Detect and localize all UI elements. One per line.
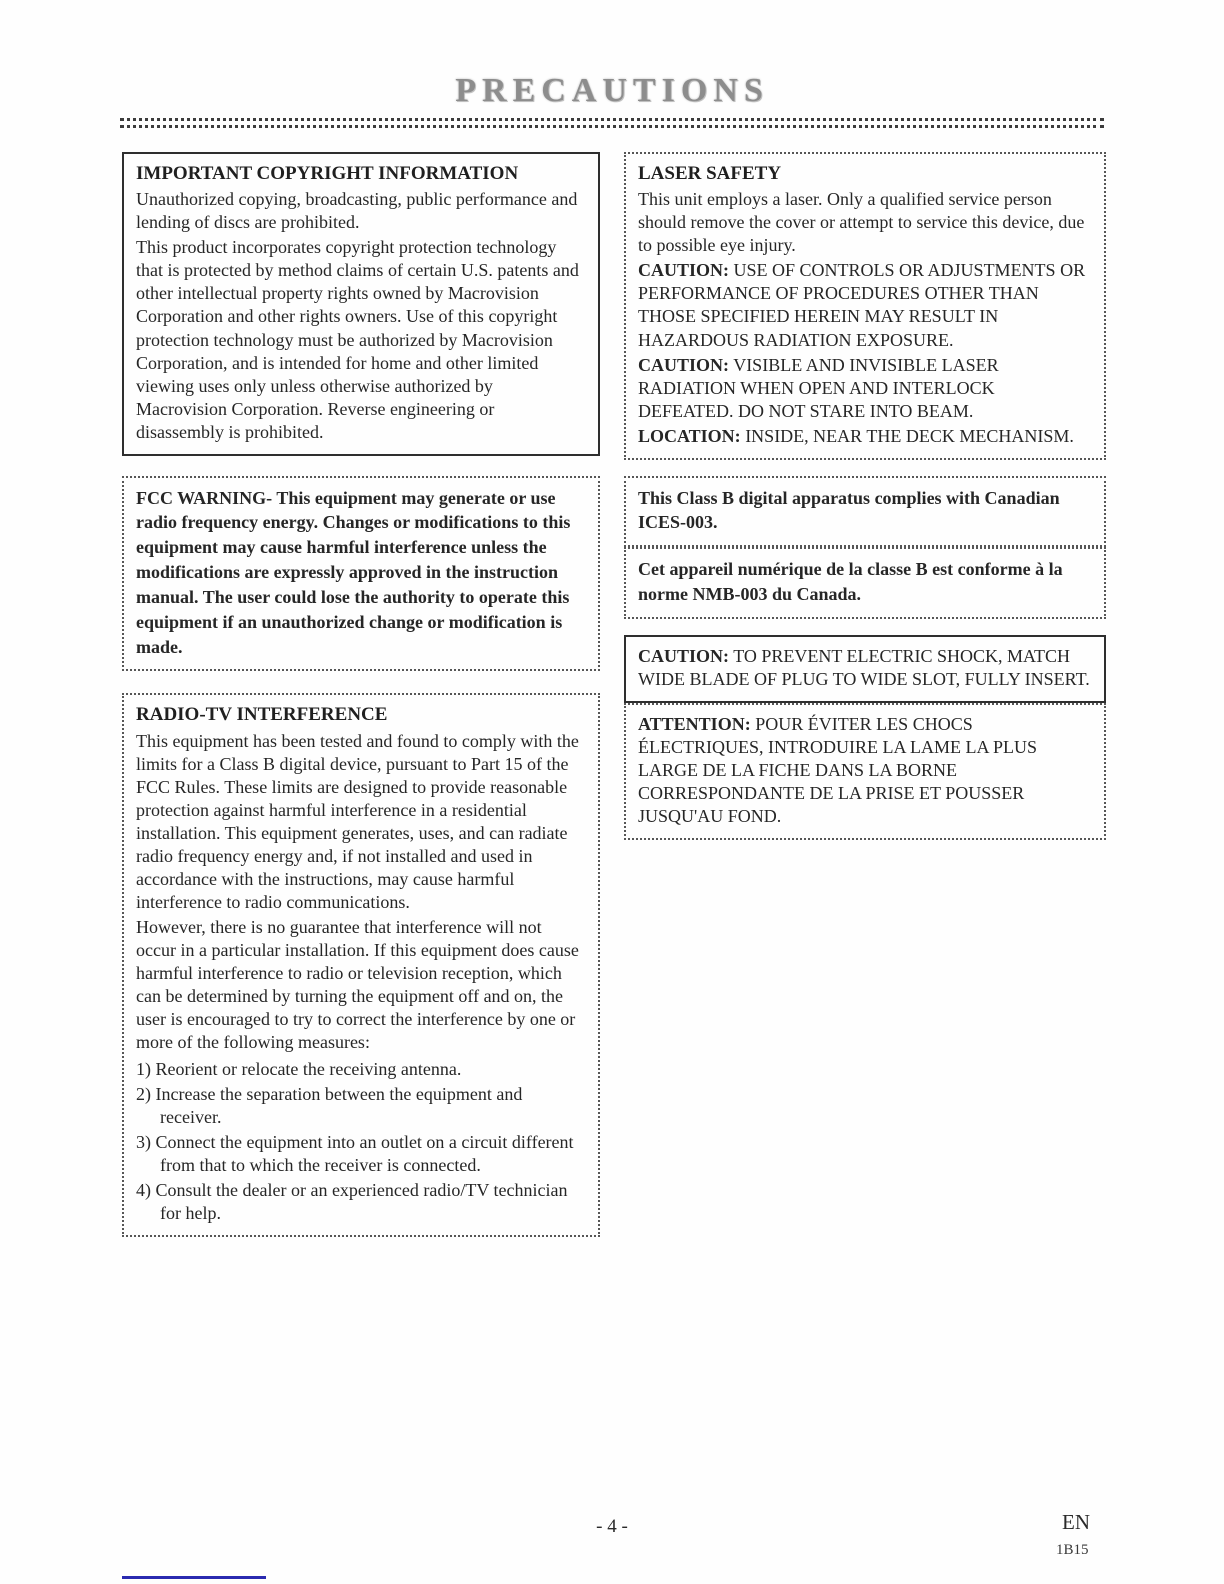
caution-text-2: VISIBLE AND INVISIBLE LASER RADIATION WHEN OPEN AND INTERLOCK DEFEATED. DO NOT STARE INTO BEAM.	[638, 354, 999, 421]
laser-safety-box	[624, 152, 1106, 460]
ices-en-box	[624, 476, 1106, 548]
shock-caution-box	[624, 635, 1106, 703]
page-number: - 4 -	[596, 1516, 628, 1537]
radio-tv-heading: RADIO-TV INTERFERENCE	[136, 704, 388, 726]
radio-tv-list-item-1: 1) Reorient or relocate the receiving antenna.	[136, 1059, 462, 1080]
title-underline	[120, 118, 1104, 128]
shock-caution-body: TO PREVENT ELECTRIC SHOCK, MATCH WIDE BLADE OF PLUG TO WIDE SLOT, FULLY INSERT.	[638, 645, 1090, 689]
location-label: LOCATION:	[638, 425, 741, 446]
radio-tv-measures-list	[136, 1058, 586, 1225]
shock-attention-label: ATTENTION:	[638, 714, 751, 735]
fcc-warning-box	[122, 476, 600, 672]
radio-tv-list-item-2: 2) Increase the separation between the equipment and receiver.	[136, 1084, 523, 1128]
shock-attention-body: POUR ÉVITER LES CHOCS ÉLECTRIQUES, INTRODUIRE LA LAME LA PLUS LARGE DE LA FICHE DANS LA BORNE CORRESPONDANTE DE LA PRISE ET POUSSER JUSQU'AU FOND.	[638, 714, 1037, 827]
footer-lang-code: EN	[1062, 1510, 1090, 1534]
footer-blue-line	[122, 1576, 266, 1579]
shock-attention-text	[638, 713, 1092, 828]
radio-tv-list-item-3: 3) Connect the equipment into an outlet on a circuit different from that to which the receiver is connected.	[136, 1132, 574, 1176]
radio-tv-paragraph-2: However, there is no guarantee that interference will not occur in a particular installation. If this equipment does cause harmful interference to radio or television reception, which can be determined by turning the equipment off and on, the user is encouraged to try to correct the interference by one or more of the following measures:	[136, 917, 579, 1053]
radio-tv-list-item-4: 4) Consult the dealer or an experienced radio/TV technician for help.	[136, 1180, 568, 1224]
location-text: INSIDE, NEAR THE DECK MECHANISM.	[740, 425, 1074, 446]
copyright-paragraph-1: Unauthorized copying, broadcasting, public performance and lending of discs are prohibited.	[136, 189, 578, 233]
shock-attention-box	[624, 703, 1106, 840]
laser-caution-1	[638, 259, 1092, 351]
page-title: PRECAUTIONS	[455, 72, 769, 109]
ices-fr-text: Cet appareil numérique de la classe B est conforme à la norme NMB-003 du Canada.	[638, 559, 1063, 605]
shock-caution-text	[638, 645, 1092, 691]
radio-tv-paragraph-1: This equipment has been tested and found to comply with the limits for a Class B digital device, pursuant to Part 15 of the FCC Rules. These limits are designed to provide reasonable protection against harmful interference in a residential installation. This equipment generates, uses, and can radiate radio frequency energy and, if not installed and used in accordance with the instructions, may cause harmful interference to radio communications.	[136, 730, 579, 912]
laser-safety-paragraph: This unit employs a laser. Only a qualified service person should remove the cover or attempt to service this device, due to possible eye injury.	[638, 189, 1085, 256]
copyright-heading: IMPORTANT COPYRIGHT INFORMATION	[136, 163, 519, 184]
laser-safety-heading: LASER SAFETY	[638, 163, 782, 184]
ices-fr-box	[624, 547, 1106, 619]
shock-caution-label: CAUTION:	[638, 645, 730, 666]
caution-label-1: CAUTION:	[638, 260, 730, 281]
copyright-paragraph-2: This product incorporates copyright protection technology that is protected by method claims of certain U.S. patents and other intellectual property rights owned by Macrovision Corporation and other rights owners. Use of this copyright protection technology must be authorized by Macrovision Corporation, and is intended for home and other limited viewing uses only unless otherwise authorized by Macrovision Corporation. Reverse engineering or disassembly is prohibited.	[136, 237, 579, 442]
footer-doc-code: 1B15	[1056, 1542, 1089, 1558]
radio-tv-box	[122, 693, 600, 1237]
laser-caution-2	[638, 354, 1092, 423]
fcc-warning-text: FCC WARNING- This equipment may generate or use radio frequency energy. Changes or modifications to this equipment may cause harmful interference unless the modifications are expressly approved in the instruction manual. The user could lose the authority to operate this equipment if an unauthorized change or modification is made.	[136, 487, 571, 657]
left-column	[122, 152, 600, 1237]
right-column	[624, 152, 1106, 1237]
page-header	[0, 0, 1224, 128]
ices-en-text: This Class B digital apparatus complies with Canadian ICES-003.	[638, 487, 1060, 533]
caution-text-1: USE OF CONTROLS OR ADJUSTMENTS OR PERFORMANCE OF PROCEDURES OTHER THAN THOSE SPECIFIED HEREIN MAY RESULT IN HAZARDOUS RADIATION EXPOSURE.	[638, 260, 1086, 350]
caution-label-2: CAUTION:	[638, 354, 730, 375]
content-columns	[0, 128, 1224, 1237]
laser-location	[638, 425, 1092, 448]
copyright-box	[122, 152, 600, 456]
